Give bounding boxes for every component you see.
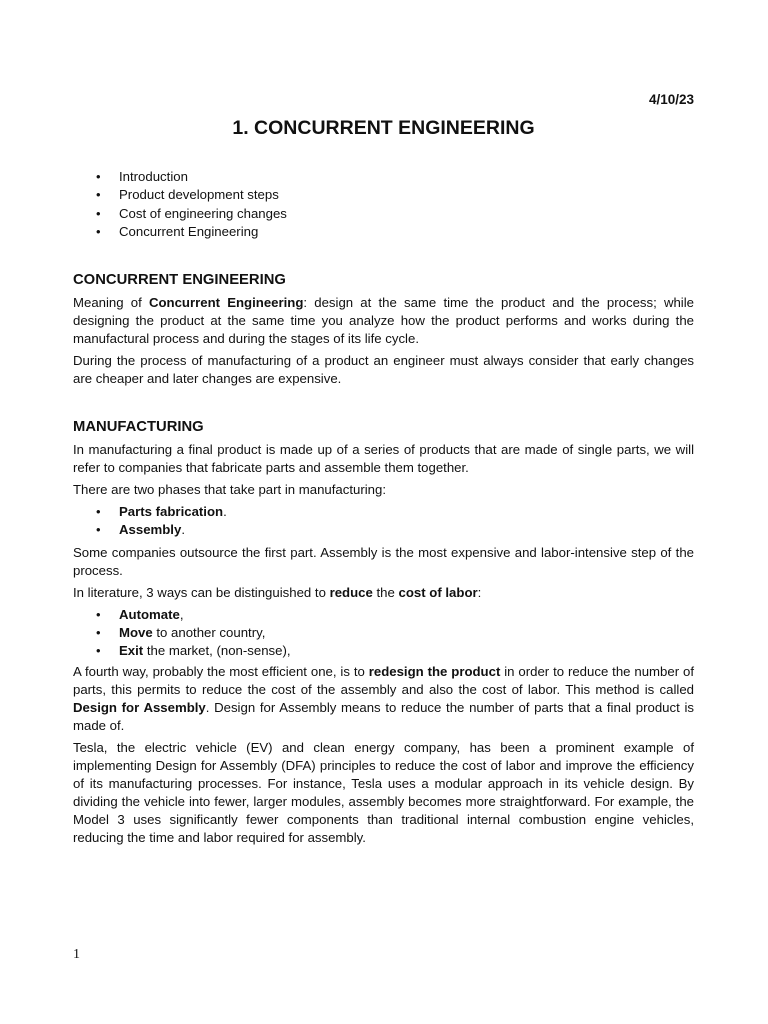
paragraph-phases: There are two phases that take part in manufacturing: (73, 482, 387, 497)
document-title: 1. CONCURRENT ENGINEERING (232, 117, 535, 139)
text-run: to another country, (152, 624, 266, 640)
list-item (73, 503, 694, 521)
list-item: • Introduction (73, 168, 694, 186)
list-item (73, 624, 694, 642)
phases-list (73, 503, 694, 540)
section-heading: MANUFACTURING (73, 419, 204, 435)
text-run: Meaning of (73, 295, 149, 310)
bold-term: redesign the product (368, 664, 501, 680)
list-item (73, 521, 694, 539)
ways-list (73, 606, 694, 661)
bold-term: Automate (119, 606, 180, 622)
bold-term: Move (119, 624, 153, 640)
text-run: the (372, 584, 399, 600)
page-number: 1 (73, 947, 80, 962)
bold-term: Design for Assembly (73, 700, 206, 716)
bold-term: reduce (329, 584, 373, 600)
list-item: • Concurrent Engineering (73, 223, 694, 241)
topics-list (73, 168, 694, 241)
paragraph-outsource: Some companies outsource the first part. Assembly is the most expensive and labor-intensive step of the process. (73, 544, 694, 578)
paragraph-final-product: In manufacturing a final product is made up of a series of products that are made of single parts, we will refer to companies that fabricate parts and assemble them together. (73, 442, 694, 475)
bold-term: Assembly (119, 522, 182, 538)
text-run: In literature, 3 ways can be distinguished to (73, 584, 330, 600)
text-run: . Design for Assembly means to reduce the number of parts that a final product is made of. (73, 700, 694, 734)
section-heading: CONCURRENT ENGINEERING (73, 272, 286, 288)
paragraph-meaning (73, 294, 694, 348)
bold-term: Concurrent Engineering (148, 295, 304, 310)
section-concurrent-engineering (73, 270, 694, 388)
text-run: . (181, 522, 185, 538)
list-item (73, 606, 694, 624)
bold-term: cost of labor (398, 584, 478, 600)
text-run: . (223, 504, 227, 519)
paragraph-fourth-way (73, 663, 694, 735)
bold-term: Exit (119, 643, 144, 659)
text-run: : design at the same time the product and the process; while designing the product at the same time you analyze how the product performs and works during the manufactural process and during the stages of its life cycle. (73, 295, 694, 346)
text-run: A fourth way, probably the most efficient one, is to (73, 664, 369, 680)
text-run: in order to reduce the number of parts, this permits to reduce the cost of the assembly and also the cost of labor. This method is called (73, 664, 694, 698)
document-date: 4/10/23 (648, 92, 694, 107)
section-manufacturing (73, 417, 694, 847)
text-run: : (477, 584, 482, 600)
paragraph-reduce-cost (73, 584, 694, 602)
list-item: • Product development steps (73, 186, 694, 204)
paragraph-changes: During the process of manufacturing of a product an engineer must always consider that early changes are cheaper and later changes are expensive. (73, 353, 694, 386)
list-item (73, 642, 694, 660)
text-run: , (179, 606, 184, 622)
list-item: • Cost of engineering changes (73, 205, 694, 223)
text-run: the market, (non-sense), (143, 643, 291, 659)
paragraph-tesla: Tesla, the electric vehicle (EV) and clean energy company, has been a prominent example of implementing Design for Assembly (DFA) principles to reduce the cost of labor and improve the efficiency of its manufacturing processes. For instance, Tesla uses a modular approach in its vehicle design. By dividing the vehicle into fewer, larger modules, assembly becomes more straightforward. For example, the Model 3 uses significantly fewer components than traditional internal combustion engine vehicles, reducing the time and labor required for assembly. (73, 740, 694, 846)
bold-term: Parts fabrication (119, 504, 224, 519)
